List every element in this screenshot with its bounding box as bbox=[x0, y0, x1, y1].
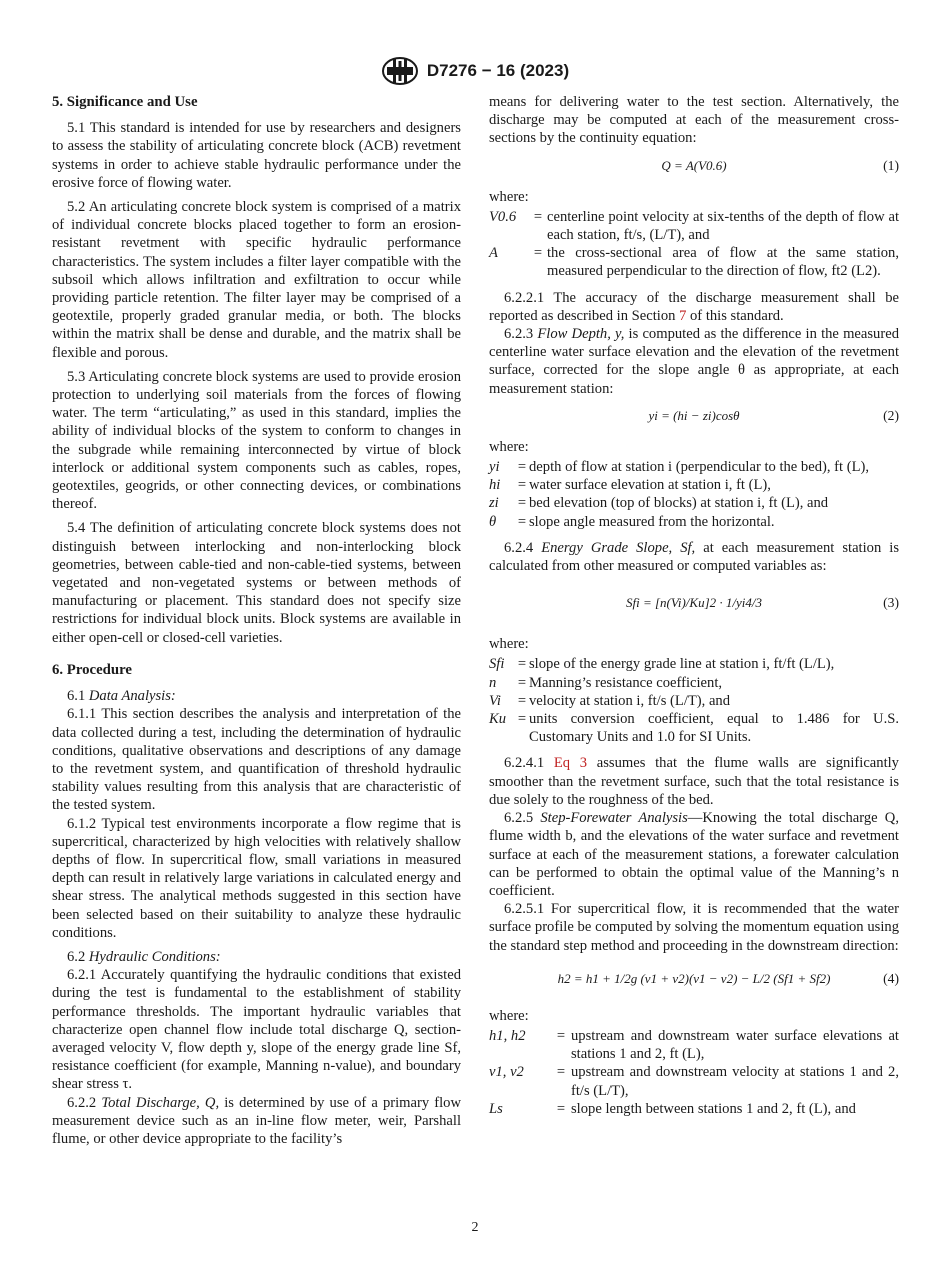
definition-row bbox=[489, 513, 899, 531]
page-header bbox=[0, 56, 950, 91]
para-6-2-5: 6.2.5 Step-Forewater Analysis—Knowing the total discharge Q, flume width b, and the elevations of the water surface and revetment surface at each of the measurement stations, a forewater calculation can be performed to obtain the optimal value of the Manning’s n coefficient. bbox=[489, 810, 899, 899]
definitions-eq1 bbox=[489, 208, 899, 281]
definitions-eq4 bbox=[489, 1027, 899, 1118]
document-designation: D7276 − 16 (2023) bbox=[426, 61, 570, 80]
equation-2-number: (2) bbox=[883, 407, 899, 423]
definition-text: Manning’s resistance coefficient, bbox=[529, 674, 723, 691]
definition-row bbox=[489, 655, 899, 673]
definition-row bbox=[489, 208, 899, 244]
definition-row bbox=[489, 710, 899, 746]
section-5-heading: 5. Significance and Use bbox=[52, 94, 198, 110]
definition-symbol: Ls bbox=[489, 1100, 503, 1117]
definition-text: slope of the energy grade line at station i, ft/ft (L/L), bbox=[529, 656, 835, 673]
definition-equals: = bbox=[517, 495, 527, 512]
page-number: 2 bbox=[471, 1220, 479, 1235]
definition-text: depth of flow at station i (perpendicular to the bed), ft (L), bbox=[529, 459, 870, 476]
equation-3-number: (3) bbox=[883, 595, 899, 611]
definition-equals: = bbox=[517, 674, 527, 691]
definitions-eq2 bbox=[489, 458, 899, 531]
definition-row bbox=[489, 1027, 899, 1063]
definition-symbol: Vi bbox=[489, 692, 501, 709]
definition-symbol: hi bbox=[489, 477, 501, 494]
definition-text: upstream and downstream water surface elevations at stations 1 and 2, ft (L), bbox=[571, 1027, 899, 1063]
definition-text: units conversion coefficient, equal to 1.486 for U.S. Customary Units and 1.0 for SI Units. bbox=[529, 711, 899, 746]
para-6-2-2-continued: means for delivering water to the test section. Alternatively, the discharge may be computed at each of the measurement cross-sections by the continuity equation: bbox=[489, 94, 899, 147]
definition-row bbox=[489, 244, 899, 280]
definition-equals: = bbox=[517, 477, 527, 494]
definition-symbol: A bbox=[489, 245, 498, 262]
definition-symbol: Ku bbox=[489, 711, 507, 728]
definition-equals: = bbox=[556, 1100, 566, 1117]
definition-symbol: h1, h2 bbox=[489, 1027, 526, 1044]
definition-row bbox=[489, 476, 899, 494]
definition-text: centerline point velocity at six-tenths of the depth of flow at each station, ft/s, (L/T), and bbox=[547, 208, 899, 244]
where-label: where: bbox=[489, 438, 529, 455]
equation-1 bbox=[489, 154, 899, 178]
definition-symbol: Sfi bbox=[489, 656, 505, 673]
definition-text: velocity at station i, ft/s (L/T), and bbox=[529, 692, 731, 709]
definition-symbol: v1, v2 bbox=[489, 1064, 524, 1081]
definition-text: upstream and downstream velocity at stations 1 and 2, ft/s (L/T), bbox=[571, 1064, 899, 1099]
equation-1-number: (1) bbox=[883, 157, 899, 173]
equation-4-body: h2 = h1 + 1/2g (v1 + v2)(v1 − v2) − L/2 (Sf1 + Sf2) bbox=[557, 970, 831, 986]
definition-equals: = bbox=[556, 1027, 566, 1044]
para-6-2: 6.2 Hydraulic Conditions: bbox=[67, 948, 221, 965]
definition-row bbox=[489, 494, 899, 512]
where-label: where: bbox=[489, 636, 529, 653]
para-6-2-4: 6.2.4 Energy Grade Slope, Sf, at each measurement station is calculated from other measured or computed variables as: bbox=[489, 539, 899, 575]
definition-equals: = bbox=[533, 208, 543, 225]
para-6-2-4-1: 6.2.4.1 Eq 3 assumes that the flume walls are significantly smoother than the revetment surface, such that the total resistance is due solely to the roughness of the bed. bbox=[489, 755, 899, 808]
definition-equals: = bbox=[517, 692, 527, 709]
definition-equals: = bbox=[517, 513, 527, 530]
definition-equals: = bbox=[556, 1064, 566, 1081]
where-label: where: bbox=[489, 188, 529, 205]
definition-equals: = bbox=[517, 711, 527, 728]
definition-equals: = bbox=[517, 459, 527, 476]
para-6-2-3: 6.2.3 Flow Depth, y, is computed as the difference in the measured centerline water surface elevation and the elevation of the revetment surface, corrected for the slope angle θ as appropriate, at each measurement station: bbox=[489, 326, 899, 397]
section-6-heading: 6. Procedure bbox=[52, 661, 132, 678]
definition-symbol: yi bbox=[489, 459, 500, 476]
left-column bbox=[52, 93, 461, 1154]
where-label: where: bbox=[489, 1007, 529, 1024]
definition-symbol: V0.6 bbox=[489, 208, 517, 225]
para-5-4: 5.4 The definition of articulating concrete block systems does not distinguish between interlocking and non-interlocking block geometries, between cable-tied and non-cable-tied systems, between vegetated and non-vegetated systems or between methods of manufacturing or placement. This standard does not specify size restrictions for individual block units. Block systems are available in either open-cell or closed-cell varieties. bbox=[52, 520, 461, 646]
para-6-1-2: 6.1.2 Typical test environments incorporate a flow regime that is supercritical, characterized by high velocities with relatively shallow depths of flow. In supercritical flow, small variations in measured depth can result in relatively large variations in calculated energy and shear stress. The analytical methods suggested in this section have been selected based on their suitability to analyze these hydraulic conditions. bbox=[52, 815, 461, 941]
equation-4 bbox=[489, 961, 899, 997]
right-column bbox=[489, 93, 899, 1126]
definition-equals: = bbox=[517, 656, 527, 673]
astm-logo-icon bbox=[381, 56, 419, 86]
definition-row bbox=[489, 458, 899, 476]
para-6-1-1: 6.1.1 This section describes the analysis and interpretation of the data collected during a test, including the determination of hydraulic conditions, qualitative observations and descriptions of any damage to the revetment system, and quantification of threshold hydraulic stability values resulting from this analysis that are characteristic of the tested system. bbox=[52, 706, 461, 814]
definition-text: bed elevation (top of blocks) at station i, ft (L), and bbox=[529, 495, 829, 512]
equation-2-body: yi = (hi − zi)cosθ bbox=[648, 407, 740, 423]
para-6-1: 6.1 Data Analysis: bbox=[67, 688, 176, 705]
para-6-2-5-1: 6.2.5.1 For supercritical flow, it is recommended that the water surface profile be computed by solving the momentum equation using the standard step method and proceeding in the downstream direction: bbox=[489, 901, 899, 954]
para-5-3: 5.3 Articulating concrete block systems are used to provide erosion protection to underlying soil materials from the forces of flowing water. The term “articulating,” as used in this standard, implies the ability of individual blocks of the system to conform to changes in the subgrade while remaining interconnected by virtue of block interlock or additional system components such as cables, ropes, geotextiles, geogrids, or other connecting devices, or combinations thereof. bbox=[52, 368, 461, 513]
definitions-eq3 bbox=[489, 655, 899, 746]
equation-3 bbox=[489, 581, 899, 625]
eq-3-link[interactable]: Eq 3 bbox=[553, 755, 588, 772]
definition-row bbox=[489, 1100, 899, 1118]
definition-row bbox=[489, 692, 899, 710]
definition-symbol: θ bbox=[489, 513, 497, 530]
para-5-1: 5.1 This standard is intended for use by researchers and designers to assess the stability of articulating concrete block (ACB) revetment systems in order to achieve stable hydraulic performance under the erosive force of flowing water. bbox=[52, 120, 461, 191]
para-6-2-2-1: 6.2.2.1 The accuracy of the discharge measurement shall be reported as described in Section 7 of this standard. bbox=[489, 289, 899, 324]
definition-symbol: n bbox=[489, 674, 497, 691]
definition-text: slope length between stations 1 and 2, ft (L), and bbox=[571, 1100, 856, 1117]
definition-equals: = bbox=[533, 245, 543, 262]
equation-4-number: (4) bbox=[883, 970, 899, 986]
para-5-2: 5.2 An articulating concrete block system is comprised of a matrix of individual concrete blocks placed together to form an erosion-resistant revetment with specific hydraulic performance characteristics. The system includes a filter layer compatible with the subsoil which allows infiltration and exfiltration to occur while providing particle retention. The filter layer may be comprised of a geotextile, properly graded granular media, or both. The blocks within the matrix shall be dense and durable, and the matrix shall be flexible and porous. bbox=[52, 199, 461, 361]
equation-2 bbox=[489, 404, 899, 428]
definition-text: slope angle measured from the horizontal. bbox=[529, 513, 775, 530]
para-6-2-1: 6.2.1 Accurately quantifying the hydraulic conditions that existed during the test is fundamental to the establishment of stability performance thresholds. The important hydraulic variables that characterize open channel flow include total discharge Q, section-averaged velocity V, flow depth y, slope of the energy grade line Sf, resistance coefficient (for example, Manning n-value), and boundary shear stress τ. bbox=[52, 967, 461, 1093]
definition-text: the cross-sectional area of flow at the same station, measured perpendicular to the direction of flow, ft2 (L2). bbox=[547, 245, 899, 280]
definition-row bbox=[489, 1063, 899, 1099]
definition-text: water surface elevation at station i, ft (L), bbox=[529, 477, 771, 494]
definition-symbol: zi bbox=[489, 495, 499, 512]
section-7-link[interactable]: 7 bbox=[679, 307, 687, 324]
equation-3-body: Sfi = [n(Vi)/Ku]2 · 1/yi4/3 bbox=[626, 595, 762, 611]
equation-1-body: Q = A(V0.6) bbox=[661, 157, 727, 173]
para-6-2-2: 6.2.2 Total Discharge, Q, is determined by use of a primary flow measurement device such as an in-line flow meter, weir, Parshall flume, or other device appropriate to the facility’s bbox=[52, 1094, 461, 1147]
definition-row bbox=[489, 674, 899, 692]
